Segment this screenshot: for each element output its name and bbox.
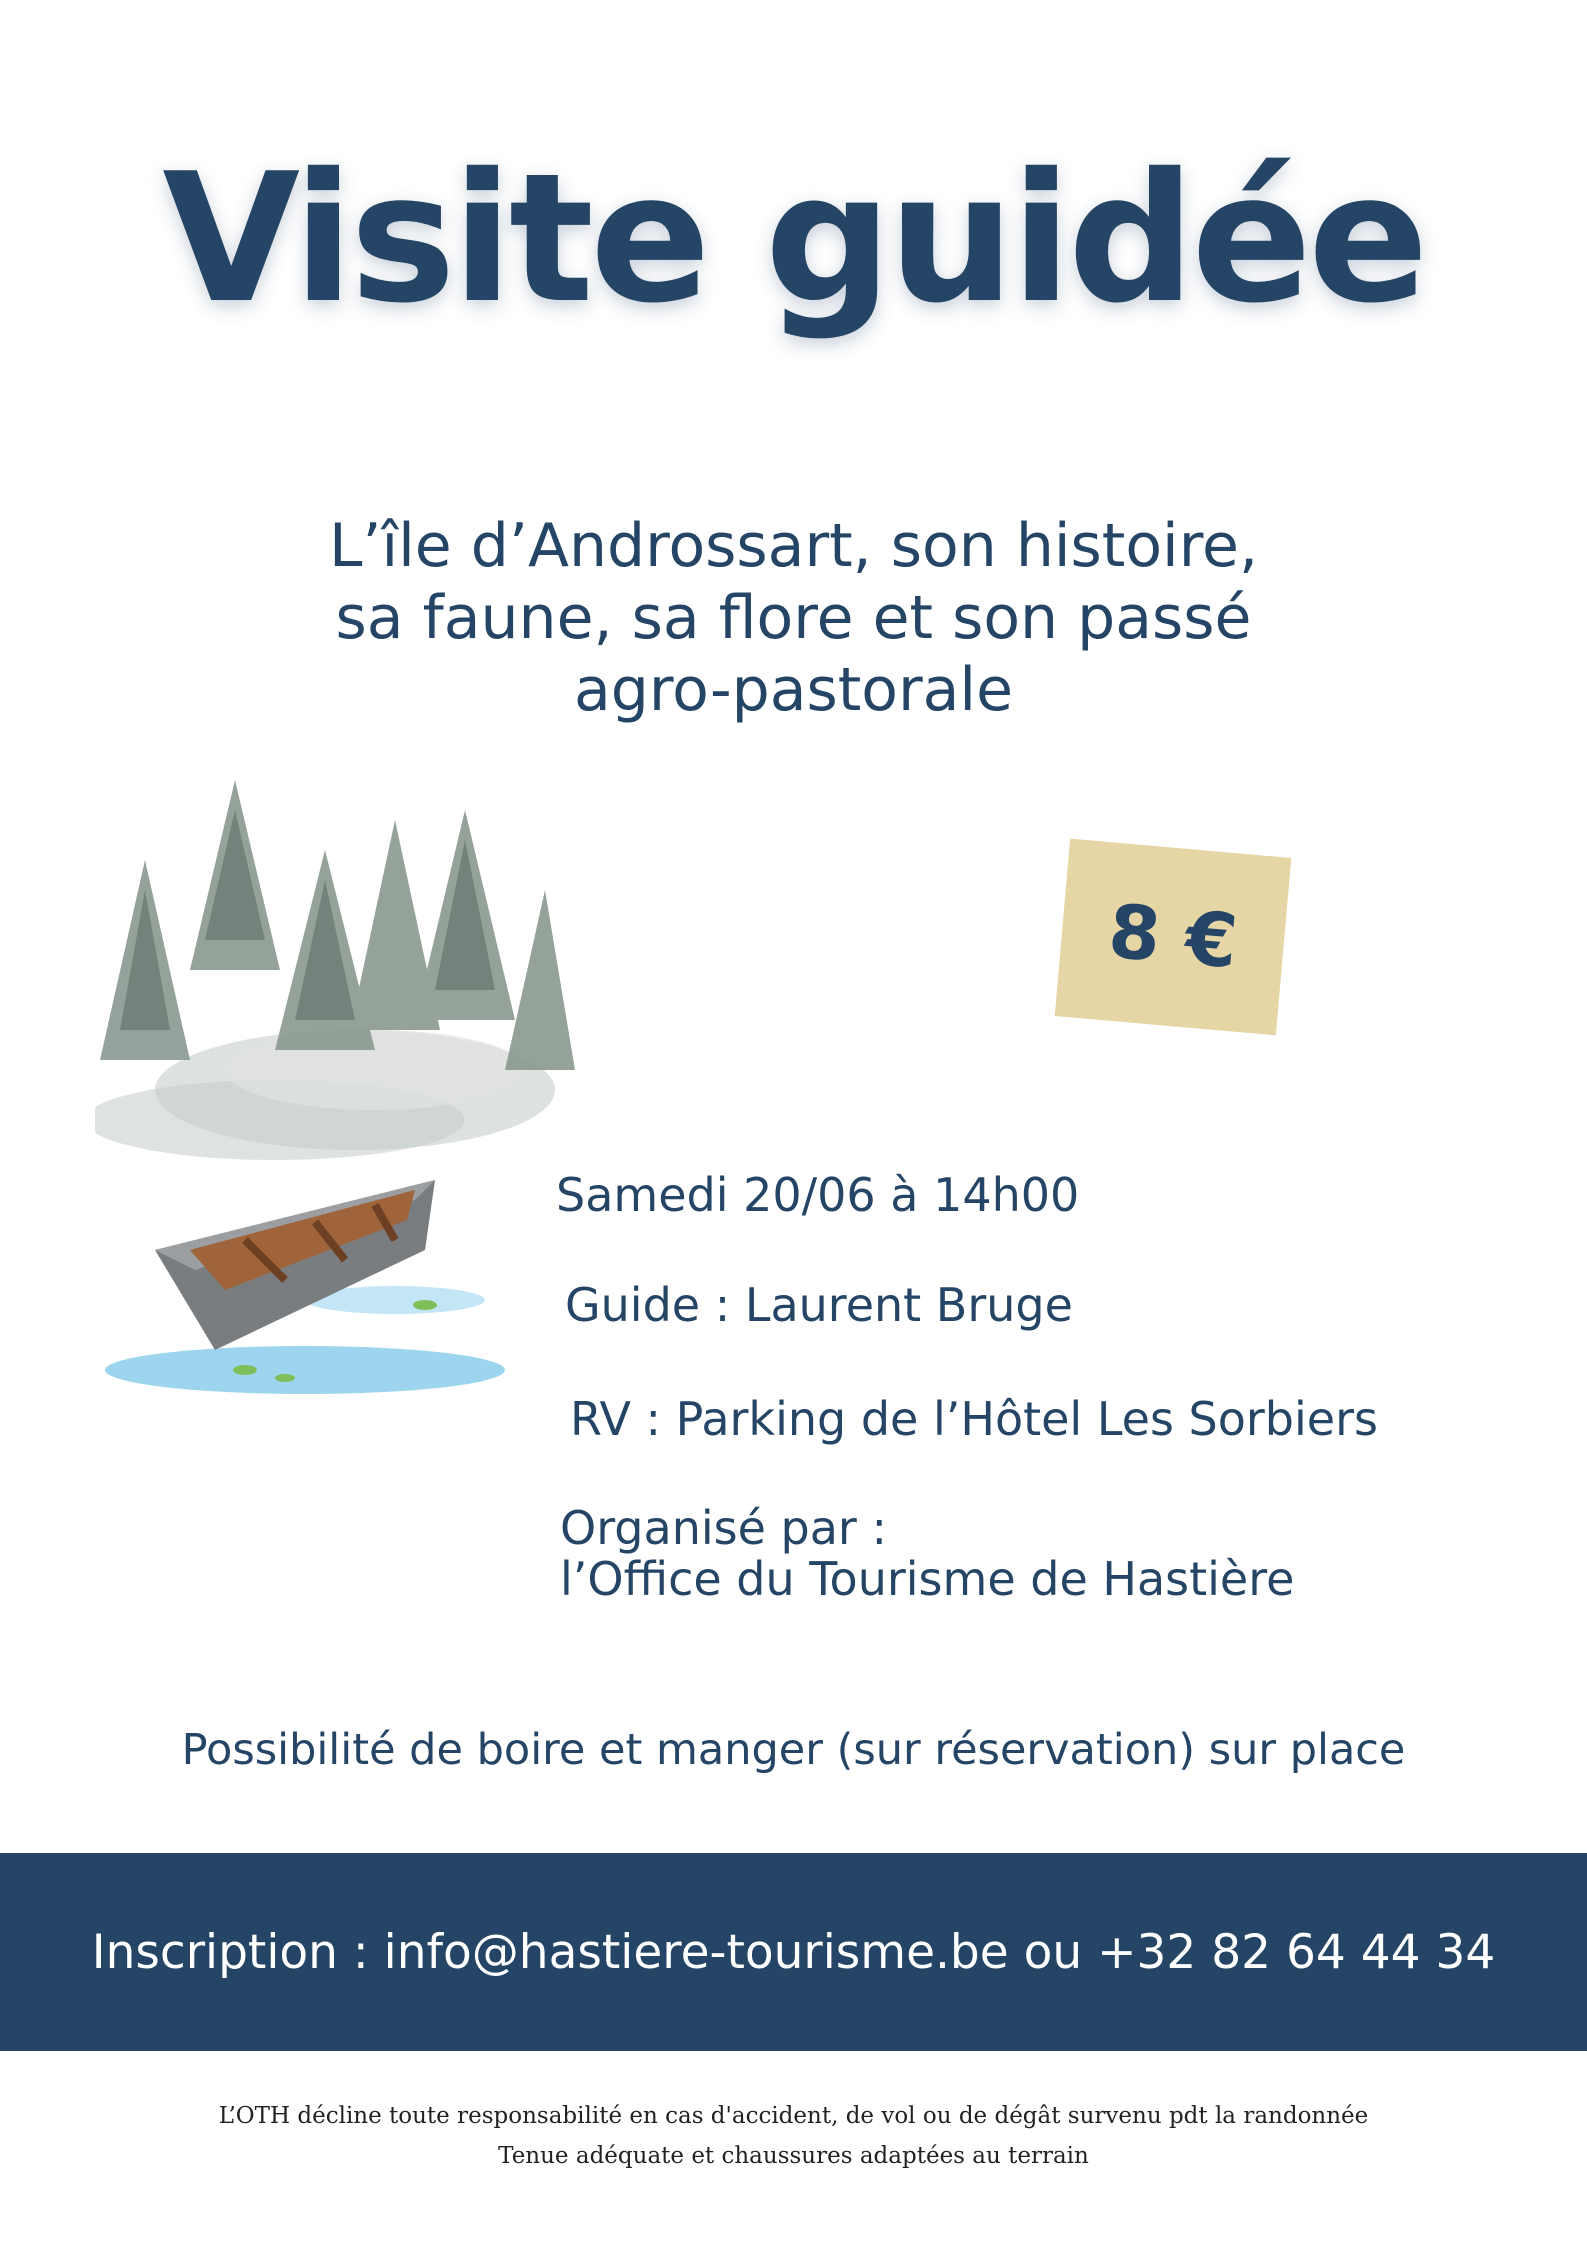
subtitle-line-1: L’île d’Androssart, son histoire, — [328, 511, 1259, 581]
subtitle-line-2: sa faune, sa flore et son passé — [335, 583, 1252, 653]
registration-text: Inscription : info@hastiere-tourisme.be ou +32 82 64 44 34 — [91, 1924, 1496, 1980]
disclaimer-line-2: Tenue adéquate et chaussures adaptées au terrain — [498, 2143, 1089, 2169]
event-rendezvous: RV : Parking de l’Hôtel Les Sorbiers — [570, 1392, 1378, 1446]
organizer-name: l’Office du Tourisme de Hastière — [560, 1552, 1295, 1606]
event-guide: Guide : Laurent Bruge — [565, 1278, 1073, 1332]
subtitle — [150, 510, 1437, 726]
subtitle-line-3: agro-pastorale — [573, 655, 1014, 725]
price-tag — [1055, 839, 1292, 1036]
disclaimer — [0, 2096, 1587, 2176]
page-title: Visite guidée — [162, 135, 1425, 342]
event-date: Samedi 20/06 à 14h00 — [556, 1168, 1080, 1222]
food-note: Possibilité de boire et manger (sur réservation) sur place — [181, 1725, 1406, 1775]
registration-band — [0, 1853, 1587, 2051]
disclaimer-line-1: L’OTH décline toute responsabilité en cas d'accident, de vol ou de dégât survenu pdt la randonnée — [218, 2103, 1369, 2129]
organizer-label: Organisé par : — [560, 1501, 887, 1555]
price-label: 8 € — [1105, 888, 1241, 986]
forest-and-rowboat-illustration — [95, 770, 575, 1400]
